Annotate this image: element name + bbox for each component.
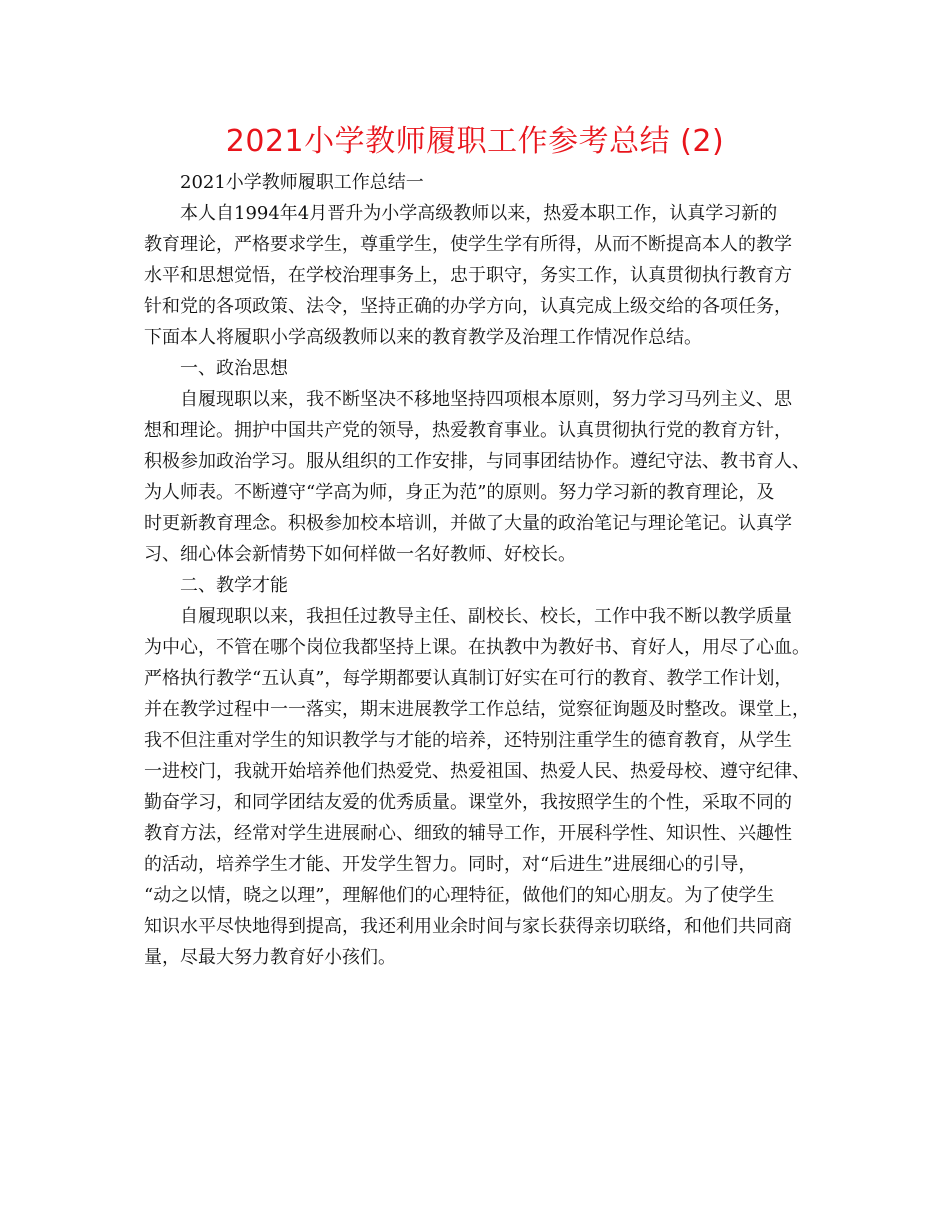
body-line: 知识水平尽快地得到提高，我还利用业余时间与家长获得亲切联络，和他们共同商 [144, 916, 792, 937]
document-body [144, 167, 816, 973]
body-line: 为中心，不管在哪个岗位我都坚持上课。在执教中为教好书、育好人，用尽了心血。 [144, 637, 810, 658]
body-line: 下面本人将履职小学高级教师以来的教育教学及治理工作情况作总结。 [144, 327, 702, 348]
body-line: 一、政治思想 [180, 358, 288, 379]
body-line: 2021小学教师履职工作总结一 [180, 172, 424, 193]
body-line: 一进校门，我就开始培养他们热爱党、热爱祖国、热爱人民、热爱母校、遵守纪律、 [144, 761, 810, 782]
body-line: 积极参加政治学习。服从组织的工作安排，与同事团结协作。遵纪守法、教书育人、 [144, 451, 810, 472]
body-line: 勤奋学习，和同学团结友爱的优秀质量。课堂外，我按照学生的个性，采取不同的 [144, 792, 792, 813]
body-line: 为人师表。不断遵守“学高为师，身正为范”的原则。努力学习新的教育理论，及 [144, 482, 775, 503]
body-line: 针和党的各项政策、法令，坚持正确的办学方向，认真完成上级交给的各项任务， [144, 296, 792, 317]
body-line: 并在教学过程中一一落实，期末进展教学工作总结，觉察征询题及时整改。课堂上， [144, 699, 810, 720]
body-line: 二、教学才能 [180, 575, 288, 596]
body-line: 我不但注重对学生的知识教学与才能的培养，还特别注重学生的德育教育，从学生 [144, 730, 792, 751]
body-line: 水平和思想觉悟，在学校治理事务上，忠于职守，务实工作，认真贯彻执行教育方 [144, 265, 792, 286]
body-line: 想和理论。拥护中国共产党的领导，热爱教育事业。认真贯彻执行党的教育方针， [144, 420, 792, 441]
document-title: 2021小学教师履职工作参考总结 (2) [225, 124, 725, 159]
body-line: 自履现职以来，我担任过教导主任、副校长、校长，工作中我不断以教学质量 [180, 606, 792, 627]
body-line: 教育理论，严格要求学生，尊重学生，使学生学有所得，从而不断提高本人的教学 [144, 234, 792, 255]
body-line: 严格执行教学“五认真”，每学期都要认真制订好实在可行的教育、教学工作计划， [144, 668, 793, 689]
body-line: “动之以情，晓之以理”，理解他们的心理特征，做他们的知心朋友。为了使学生 [144, 885, 775, 906]
body-line: 习、细心体会新情势下如何样做一名好教师、好校长。 [144, 544, 576, 565]
body-line: 时更新教育理念。积极参加校本培训，并做了大量的政治笔记与理论笔记。认真学 [144, 513, 792, 534]
body-line: 的活动，培养学生才能、开发学生智力。同时，对“后进生”进展细心的引导， [144, 854, 757, 875]
body-line: 教育方法，经常对学生进展耐心、细致的辅导工作，开展科学性、知识性、兴趣性 [144, 823, 792, 844]
body-line: 本人自1994年4月晋升为小学高级教师以来，热爱本职工作，认真学习新的 [180, 203, 778, 224]
body-line: 量，尽最大努力教育好小孩们。 [144, 947, 396, 968]
body-line: 自履现职以来，我不断坚决不移地坚持四项根本原则，努力学习马列主义、思 [180, 389, 792, 410]
